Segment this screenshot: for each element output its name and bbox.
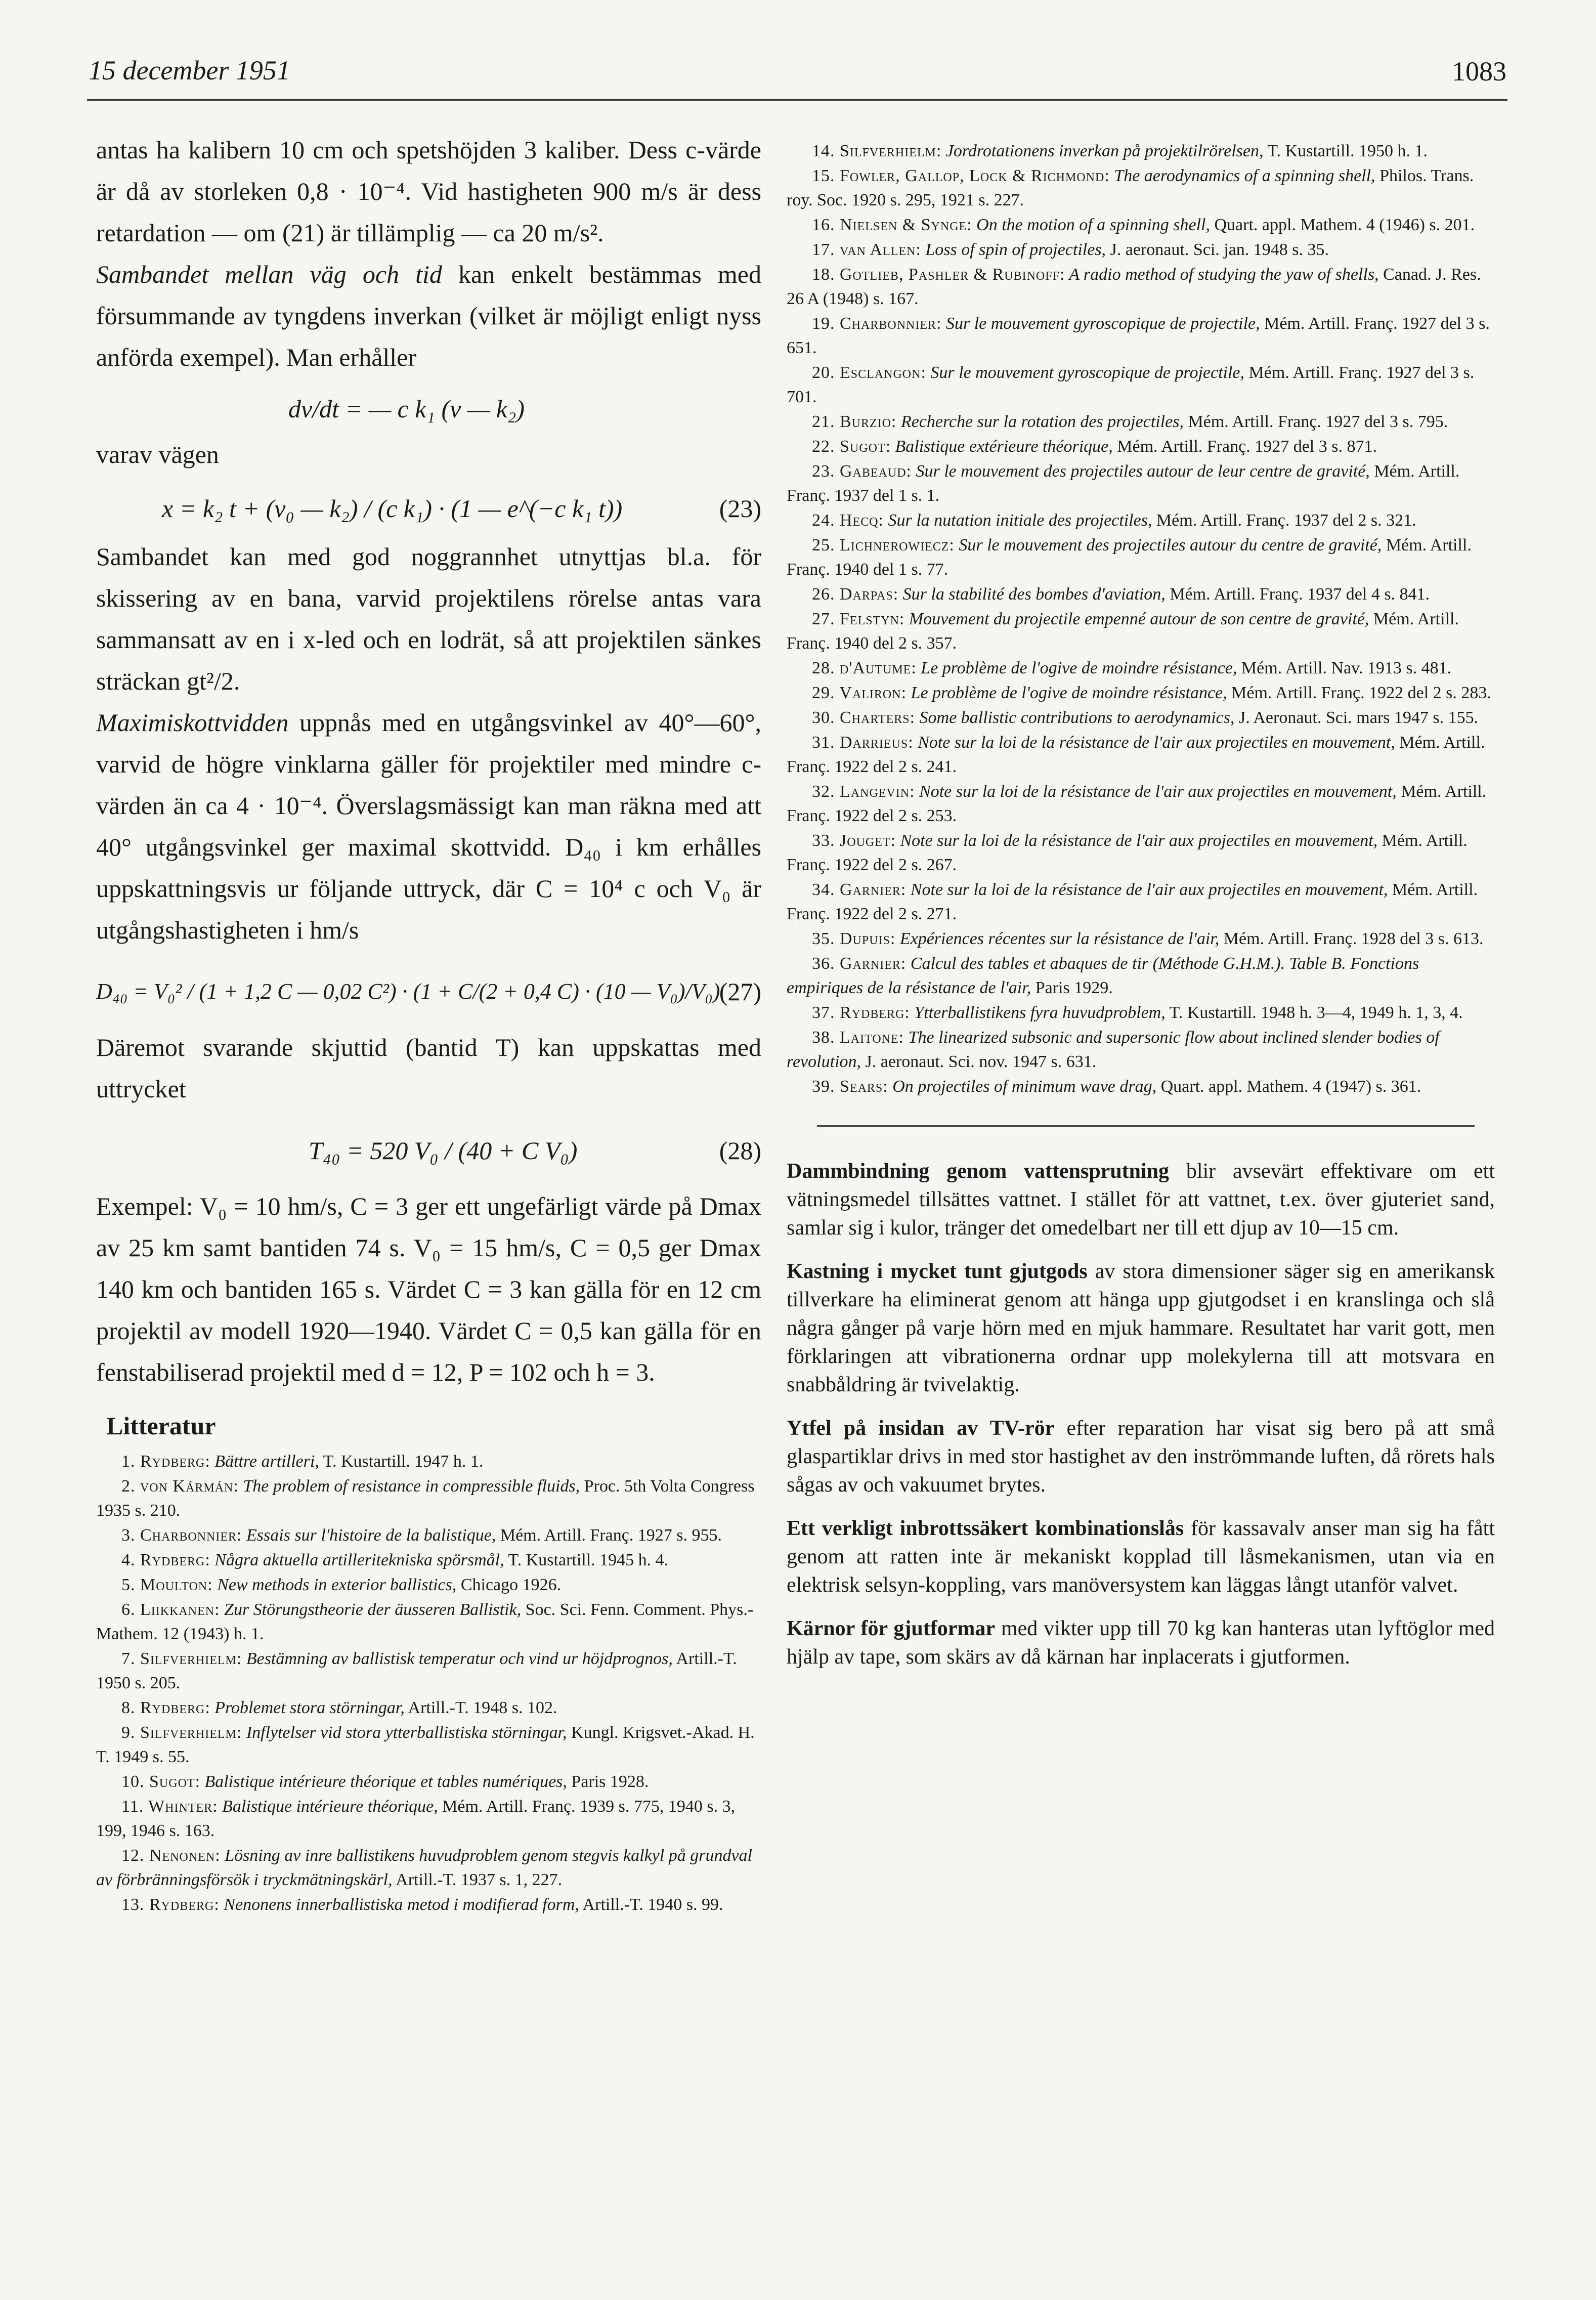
reference-item xyxy=(787,410,1495,434)
reference-source: Paris 1929. xyxy=(1031,978,1113,997)
reference-item xyxy=(787,582,1495,607)
reference-title: Sur la stabilité des bombes d'aviation, xyxy=(898,585,1166,604)
reference-title: Recherche sur la rotation des projectiles, xyxy=(896,412,1184,431)
reference-title: Le problème de l'ogive de moindre résistance, xyxy=(916,659,1237,677)
reference-source: Mém. Artill. Franç. 1937 del 2 s. 321. xyxy=(1152,511,1416,530)
reference-title: Bättre artilleri, xyxy=(210,1452,319,1471)
reference-title: Sur le mouvement gyroscopique de projectile, xyxy=(926,363,1245,382)
reference-title: Ytterballistikens fyra huvudproblem, xyxy=(910,1003,1166,1022)
reference-item xyxy=(787,533,1495,582)
reference-item xyxy=(787,139,1495,163)
reference-author: 31. Darrieus: xyxy=(812,733,914,752)
reference-author: 34. Garnier: xyxy=(812,880,907,899)
news-item xyxy=(787,1514,1495,1599)
equation-27 xyxy=(96,951,761,1027)
reference-item xyxy=(96,1696,761,1720)
reference-source: Mém. Artill. Franç. 1937 del 4 s. 841. xyxy=(1165,585,1430,604)
reference-item xyxy=(787,312,1495,360)
reference-title: Note sur la loi de la résistance de l'air aux projectiles en mouvement, xyxy=(896,831,1378,850)
reference-source: Quart. appl. Mathem. 4 (1946) s. 201. xyxy=(1210,216,1475,234)
reference-author: 14. Silfverhielm: xyxy=(812,142,942,160)
reference-author: 37. Rydberg: xyxy=(812,1003,910,1022)
reference-source: Artill.-T. 1940 s. 99. xyxy=(579,1895,723,1914)
reference-source: Mém. Artill. Franç. 1927 del 3 s. 651. xyxy=(787,314,1490,357)
paragraph-path-time-text: kan enkelt bestämmas med försummande av tyngdens inverkan (vilket är möjligt enligt nyss anförda exempel). Man erhåller xyxy=(96,260,761,371)
reference-author: 33. Jouget: xyxy=(812,831,896,850)
reference-title: Några aktuella artilleritekniska spörsmål, xyxy=(210,1551,504,1569)
reference-author: 3. Charbonnier: xyxy=(121,1526,242,1545)
reference-title: Balistique extérieure théorique, xyxy=(891,437,1113,456)
reference-title: Note sur la loi de la résistance de l'air aux projectiles en mouvement, xyxy=(915,782,1397,801)
reference-title: Balistique intérieure théorique, xyxy=(218,1797,438,1816)
reference-author: 38. Laitone: xyxy=(812,1028,904,1047)
paragraph-max-range xyxy=(96,702,761,951)
reference-item xyxy=(787,731,1495,779)
reference-item xyxy=(96,1573,761,1597)
reference-title: Inflytelser vid stora ytterballistiska störningar, xyxy=(242,1723,567,1742)
reference-source: Proc. 5th Volta Congress 1935 s. 210. xyxy=(96,1477,755,1520)
reference-title: Nenonens innerballistiska metod i modifierad form, xyxy=(219,1895,579,1914)
reference-item xyxy=(96,1795,761,1843)
paragraph-path-time xyxy=(96,253,761,378)
reference-title: Lösning av inre ballistikens huvudproblem genom stegvis kalkyl på grundval av förbränningsförsök i tryckmätningskärl, xyxy=(96,1846,752,1889)
reference-title: Sur la nutation initiale des projectiles, xyxy=(884,511,1152,530)
reference-author: 28. d'Autume: xyxy=(812,659,917,677)
reference-title: Jordrotationens inverkan på projektilrörelsen, xyxy=(941,142,1264,160)
equation-28-text: T₄₀ = 520 V₀ / (40 + C V₀) xyxy=(309,1136,578,1165)
reference-item xyxy=(787,361,1495,409)
reference-item xyxy=(787,780,1495,828)
reference-title: Expériences récentes sur la résistance de l'air, xyxy=(895,929,1220,948)
right-column xyxy=(787,139,1495,1686)
reference-item xyxy=(787,1075,1495,1099)
reference-title: Note sur la loi de la résistance de l'air aux projectiles en mouvement, xyxy=(906,880,1388,899)
reference-author: 22. Sugot: xyxy=(812,437,891,456)
reference-title: Calcul des tables et abaques de tir (Méthode G.H.M.). Table B. Fonctions empiriques de la résistance de l'air, xyxy=(787,954,1419,997)
reference-source: Mém. Artill. Franç. 1937 del 1 s. 1. xyxy=(787,462,1460,505)
reference-author: 10. Sugot: xyxy=(121,1772,201,1791)
news-item-text: efter reparation har visat sig bero på att små glaspartiklar drivs in med stor hastighet av den inströmmande luften, då rörets hals sågas av och vakuumet brytes. xyxy=(787,1417,1495,1497)
reference-author: 17. van Allen: xyxy=(812,240,921,259)
reference-author: 39. Sears: xyxy=(812,1077,888,1096)
reference-title: Sur le mouvement des projectiles autour de leur centre de gravité, xyxy=(912,462,1370,481)
news-item xyxy=(787,1414,1495,1499)
reference-author: 18. Gotlieb, Pashler & Rubinoff: xyxy=(812,265,1065,284)
reference-source: J. aeronaut. Sci. jan. 1948 s. 35. xyxy=(1106,240,1329,259)
reference-item xyxy=(787,927,1495,951)
reference-item xyxy=(787,435,1495,459)
reference-item xyxy=(787,238,1495,262)
reference-title: Sur le mouvement gyroscopique de projectile, xyxy=(941,314,1260,333)
reference-author: 13. Rydberg: xyxy=(121,1895,220,1914)
page-number: 1083 xyxy=(1452,56,1506,87)
news-item-lead: Dammbindning genom vattensprutning xyxy=(787,1160,1170,1183)
reference-author: 5. Moulton: xyxy=(121,1575,213,1594)
news-item xyxy=(787,1257,1495,1399)
reference-source: Artill.-T. 1937 s. 1, 227. xyxy=(392,1870,563,1889)
reference-item xyxy=(787,1001,1495,1025)
news-item-lead: Ytfel på insidan av TV-rör xyxy=(787,1417,1055,1440)
reference-author: 6. Liikkanen: xyxy=(121,1600,220,1619)
section-lead-path-time: Sambandet mellan väg och tid xyxy=(96,260,442,288)
reference-author: 32. Langevin: xyxy=(812,782,915,801)
reference-title: The linearized subsonic and supersonic flow about inclined slender bodies of revolution, xyxy=(787,1028,1440,1071)
reference-author: 4. Rydberg: xyxy=(121,1551,210,1569)
reference-title: The problem of resistance in compressible fluids, xyxy=(238,1477,580,1496)
news-item-text: för kassavalv anser man sig ha fått genom att ratten inte är mekaniskt kopplad till låsmekanismen, utan via en elektrisk selsyn-koppling, vars manöversystem kan läggas långt utanför valvet. xyxy=(787,1517,1495,1597)
reference-item xyxy=(96,1893,761,1917)
reference-author: 11. Whinter: xyxy=(121,1797,218,1816)
reference-item xyxy=(96,1598,761,1646)
reference-source: T. Kustartill. 1947 h. 1. xyxy=(319,1452,484,1471)
reference-source: Chicago 1926. xyxy=(456,1575,562,1594)
reference-item xyxy=(787,829,1495,877)
literature-list-left xyxy=(96,1450,761,1917)
reference-source: Mém. Artill. Franç. 1922 del 2 s. 241. xyxy=(787,733,1485,776)
reference-title: Loss of spin of projectiles, xyxy=(921,240,1106,259)
reference-source: Mém. Artill. Franç. 1940 del 2 s. 357. xyxy=(787,610,1459,653)
reference-item xyxy=(787,706,1495,730)
reference-source: Mém. Artill. Nav. 1913 s. 481. xyxy=(1237,659,1452,677)
header-date: 15 december 1951 xyxy=(89,55,290,86)
reference-item xyxy=(96,1548,761,1572)
reference-title: Sur le mouvement des projectiles autour du centre de gravité, xyxy=(954,536,1382,555)
reference-item xyxy=(787,213,1495,237)
reference-source: Quart. appl. Mathem. 4 (1947) s. 361. xyxy=(1156,1077,1421,1096)
paragraph-example: Exempel: V₀ = 10 hm/s, C = 3 ger ett ungefärligt värde på Dmax av 25 km samt bantiden 74 s. V₀ = 15 hm/s, C = 0,5 ger Dmax 140 km och bantiden 165 s. Värdet C = 3 kan gälla för en 12 cm projektil av modell 1920—1940. Värdet C = 0,5 kan gälla för en fenstabiliserad projektil med d = 12, P = 102 och h = 3. xyxy=(96,1192,761,1386)
reference-source: Mém. Artill. Franç. 1922 del 2 s. 267. xyxy=(787,831,1468,874)
reference-source: Mém. Artill. Franç. 1922 del 2 s. 253. xyxy=(787,782,1487,825)
reference-source: T. Kustartill. 1950 h. 1. xyxy=(1263,142,1428,160)
news-item-text: blir avsevärt effektivare om ett vätningsmedel tillsättes vattnet. I stället för att vattnet, t.ex. över gjuteriet sand, samlar sig i kulor, tränger det omedelbart ner till ett djup av 10—15 cm. xyxy=(787,1160,1495,1240)
reference-item xyxy=(96,1844,761,1892)
reference-author: 21. Burzio: xyxy=(812,412,897,431)
paragraph-calibre: antas ha kalibern 10 cm och spetshöjden 3 kaliber. Dess c-värde är då av storleken 0,8 · 10⁻⁴. Vid hastigheten 900 m/s är dess retardation — om (21) är tillämplig — ca 20 m/s². xyxy=(96,136,761,247)
news-item-lead: Kärnor för gjutformar xyxy=(787,1617,995,1640)
reference-item xyxy=(96,1474,761,1523)
reference-source: J. Aeronaut. Sci. mars 1947 s. 155. xyxy=(1234,708,1479,727)
equation-27-number: (27) xyxy=(719,977,761,1006)
news-item xyxy=(787,1157,1495,1242)
reference-source: Artill.-T. 1950 s. 205. xyxy=(96,1649,737,1692)
news-divider xyxy=(817,1125,1475,1127)
reference-item xyxy=(787,1026,1495,1074)
reference-title: A radio method of studying the yaw of shells, xyxy=(1065,265,1379,284)
reference-title: Essais sur l'histoire de la balistique, xyxy=(242,1526,496,1545)
left-column xyxy=(96,129,761,1918)
equation-dv-dt-text: dv/dt = — c k₁ (v — k₂) xyxy=(288,395,525,423)
reference-author: 16. Nielsen & Synge: xyxy=(812,216,972,234)
news-item-text: av stora dimensioner säger sig en amerikansk tillverkare ha eliminerat genom att hänga upp gjutgodset i en kranslinga och slå några gånger på varje hörn med en mjuk hammare. Resultatet har varit gott, men förklaringen att vibrationerna ordnar upp molekylerna till att motsvara en snabbåldring är tvivelaktig. xyxy=(787,1260,1495,1396)
reference-item xyxy=(787,607,1495,656)
reference-source: Mém. Artill. Franç. 1927 s. 955. xyxy=(496,1526,722,1545)
reference-source: Mém. Artill. Franç. 1922 del 2 s. 283. xyxy=(1227,684,1491,702)
reference-item xyxy=(787,952,1495,1000)
reference-item xyxy=(96,1450,761,1474)
reference-source: Mém. Artill. Franç. 1928 del 3 s. 613. xyxy=(1219,929,1484,948)
reference-source: Mém. Artill. Franç. 1927 del 3 s. 701. xyxy=(787,363,1475,406)
equation-23 xyxy=(96,475,761,536)
reference-author: 27. Felstyn: xyxy=(812,610,905,628)
section-lead-max-range: Maximiskottvidden xyxy=(96,708,289,737)
reference-item xyxy=(96,1770,761,1794)
paragraph-sketching: Sambandet kan med god noggrannhet utnyttjas bl.a. för skissering av en bana, varvid projektilens rörelse antas vara sammansatt av en i x-led och en lodrät, så att projektilen sänkes sträckan gt²/2. xyxy=(96,542,761,695)
reference-item xyxy=(787,459,1495,508)
reference-item xyxy=(96,1721,761,1769)
reference-title: On the motion of a spinning shell, xyxy=(972,216,1210,234)
reference-title: Some ballistic contributions to aerodynamics, xyxy=(915,708,1235,727)
reference-item xyxy=(96,1523,761,1548)
reference-item xyxy=(787,508,1495,533)
reference-title: Problemet stora störningar, xyxy=(210,1698,405,1717)
equation-28 xyxy=(96,1110,761,1185)
reference-item xyxy=(96,1647,761,1695)
equation-28-number: (28) xyxy=(719,1136,761,1165)
literature-list-right xyxy=(787,139,1495,1099)
reference-author: 36. Garnier: xyxy=(812,954,907,973)
reference-author: 35. Dupuis: xyxy=(812,929,896,948)
reference-title: Mouvement du projectile empenné autour de son centre de gravité, xyxy=(904,610,1369,628)
reference-title: The aerodynamics of a spinning shell, xyxy=(1109,166,1375,185)
reference-title: Balistique intérieure théorique et tables numériques, xyxy=(200,1772,567,1791)
reference-title: Bestämning av ballistisk temperatur och vind ur höjdprognos, xyxy=(242,1649,673,1668)
news-list xyxy=(787,1157,1495,1671)
reference-title: Le problème de l'ogive de moindre résistance, xyxy=(907,684,1227,702)
reference-author: 29. Valiron: xyxy=(812,684,907,702)
reference-author: 7. Silfverhielm: xyxy=(121,1649,242,1668)
reference-author: 23. Gabeaud: xyxy=(812,462,912,481)
paragraph-max-range-text: uppnås med en utgångsvinkel av 40°—60°, varvid de högre vinklarna gäller för projektiler med mindre c-värden än ca 4 · 10⁻⁴. Överslagsmässigt kan man räkna med att 40° utgångsvinkel ger maximal skottvidd. D₄₀ i km erhålles uppskattningsvis ur följande uttryck, där C = 10⁴ c och V₀ är utgångshastigheten i hm/s xyxy=(96,708,761,944)
reference-source: Kungl. Krigsvet.-Akad. H. T. 1949 s. 55. xyxy=(96,1723,755,1766)
equation-23-text: x = k₂ t + (v₀ — k₂) / (c k₁) · (1 — e^(−c k₁ t)) xyxy=(162,494,623,523)
reference-item xyxy=(787,878,1495,926)
reference-source: Mém. Artill. Franç. 1927 del 3 s. 871. xyxy=(1112,437,1377,456)
reference-source: Soc. Sci. Fenn. Comment. Phys.-Mathem. 12 (1943) h. 1. xyxy=(96,1600,754,1643)
equation-23-number: (23) xyxy=(719,494,761,523)
reference-author: 15. Fowler, Gallop, Lock & Richmond: xyxy=(812,166,1110,185)
reference-source: J. aeronaut. Sci. nov. 1947 s. 631. xyxy=(861,1052,1097,1071)
news-item-lead: Ett verkligt inbrottssäkert kombinationslås xyxy=(787,1517,1184,1540)
reference-title: Zur Störungstheorie der äusseren Ballistik, xyxy=(220,1600,522,1619)
reference-source: Paris 1928. xyxy=(567,1772,649,1791)
reference-author: 12. Nenonen: xyxy=(121,1846,221,1865)
reference-author: 2. von Kármán: xyxy=(121,1477,239,1496)
reference-source: Artill.-T. 1948 s. 102. xyxy=(404,1698,557,1717)
reference-author: 8. Rydberg: xyxy=(121,1698,210,1717)
reference-author: 1. Rydberg: xyxy=(121,1452,210,1471)
reference-author: 30. Charters: xyxy=(812,708,916,727)
reference-title: New methods in exterior ballistics, xyxy=(212,1575,457,1594)
news-item-lead: Kastning i mycket tunt gjutgods xyxy=(787,1260,1088,1283)
reference-title: Note sur la loi de la résistance de l'air aux projectiles en mouvement, xyxy=(913,733,1395,752)
news-item xyxy=(787,1614,1495,1671)
reference-author: 26. Darpas: xyxy=(812,585,899,604)
header-divider xyxy=(87,99,1507,101)
literature-heading: Litteratur xyxy=(106,1412,216,1440)
reference-source: Canad. J. Res. 26 A (1948) s. 167. xyxy=(787,265,1481,308)
reference-author: 19. Charbonnier: xyxy=(812,314,942,333)
reference-source: Mém. Artill. Franç. 1927 del 3 s. 795. xyxy=(1183,412,1448,431)
reference-source: T. Kustartill. 1948 h. 3—4, 1949 h. 1, 3, 4. xyxy=(1165,1003,1463,1022)
paragraph-flight-time: Däremot svarande skjuttid (bantid T) kan uppskattas med uttrycket xyxy=(96,1033,761,1103)
reference-author: 9. Silfverhielm: xyxy=(121,1723,242,1742)
reference-source: Mém. Artill. Franç. 1922 del 2 s. 271. xyxy=(787,880,1478,923)
reference-item xyxy=(787,263,1495,311)
news-item-text: med vikter upp till 70 kg kan hanteras utan lyftöglor med hjälp av tape, som skärs av då kärnan har inplacerats i gjutformen. xyxy=(787,1617,1495,1669)
reference-item xyxy=(787,681,1495,705)
reference-item xyxy=(787,164,1495,212)
reference-source: Philos. Trans. roy. Soc. 1920 s. 295, 1921 s. 227. xyxy=(787,166,1474,209)
equation-dv-dt xyxy=(96,378,761,434)
reference-source: Mém. Artill. Franç. 1939 s. 775, 1940 s. 3, 199, 1946 s. 163. xyxy=(96,1797,736,1840)
label-varav: varav vägen xyxy=(96,440,219,468)
reference-author: 24. Hecq: xyxy=(812,511,884,530)
reference-author: 25. Lichnerowiecz: xyxy=(812,536,955,555)
reference-title: On projectiles of minimum wave drag, xyxy=(888,1077,1157,1096)
reference-author: 20. Esclangon: xyxy=(812,363,926,382)
reference-item xyxy=(787,656,1495,680)
reference-source: T. Kustartill. 1945 h. 4. xyxy=(504,1551,669,1569)
reference-source: Mém. Artill. Franç. 1940 del 1 s. 77. xyxy=(787,536,1472,579)
equation-27-text: D₄₀ = V₀² / (1 + 1,2 C — 0,02 C²) · (1 + C/(2 + 0,4 C) · (10 — V₀)/V₀) xyxy=(96,979,720,1004)
